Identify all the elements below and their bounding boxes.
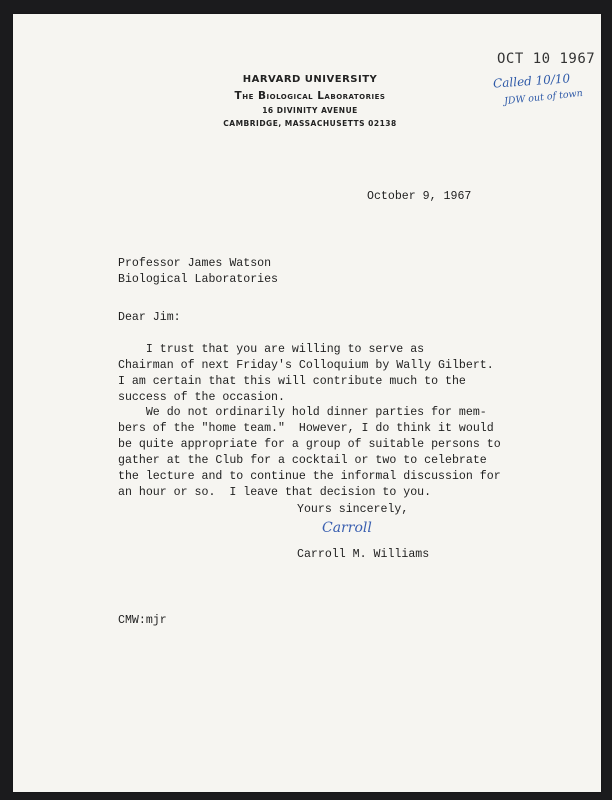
paragraph-line: gather at the Club for a cocktail or two to celebrate	[118, 454, 487, 467]
paragraph-line: We do not ordinarily hold dinner parties for mem-	[118, 406, 487, 419]
handwritten-note-out-of-town: JDW out of town	[503, 87, 584, 108]
salutation: Dear Jim:	[118, 311, 181, 324]
paragraph-line: success of the occasion.	[118, 391, 285, 404]
received-date-stamp: OCT 10 1967	[497, 51, 596, 67]
letterhead-institution: HARVARD UNIVERSITY	[242, 74, 378, 85]
closing: Yours sincerely,	[297, 503, 409, 516]
paragraph-line: the lecture and to continue the informal discussion for	[118, 470, 501, 483]
letter-date: October 9, 1967	[367, 190, 472, 203]
paragraph-line: Chairman of next Friday's Colloquium by Wally Gilbert.	[118, 359, 494, 372]
paragraph-line: I trust that you are willing to serve as	[118, 343, 425, 356]
recipient-name: Professor James Watson	[118, 257, 272, 270]
paragraph-line: an hour or so. I leave that decision to you.	[118, 486, 432, 499]
recipient-address	[118, 256, 278, 288]
handwritten-note-called: Called 10/10	[492, 71, 571, 91]
paragraph-line: be quite appropriate for a group of suitable persons to	[118, 438, 501, 451]
paragraph-line: I am certain that this will contribute much to the	[118, 375, 466, 388]
handwritten-signature: Carroll	[322, 520, 372, 536]
reference-initials: CMW:mjr	[118, 614, 167, 627]
letterhead-department: The Biological Laboratories	[234, 90, 386, 102]
signer-name: Carroll M. Williams	[297, 548, 430, 561]
paragraph-1	[118, 342, 494, 406]
letterhead-city: CAMBRIDGE, MASSACHUSETTS 02138	[223, 119, 397, 128]
paragraph-2	[118, 405, 501, 501]
recipient-org: Biological Laboratories	[118, 273, 279, 286]
letterhead-street: 16 DIVINITY AVENUE	[262, 106, 358, 115]
paragraph-line: bers of the "home team." However, I do think it would	[118, 422, 494, 435]
